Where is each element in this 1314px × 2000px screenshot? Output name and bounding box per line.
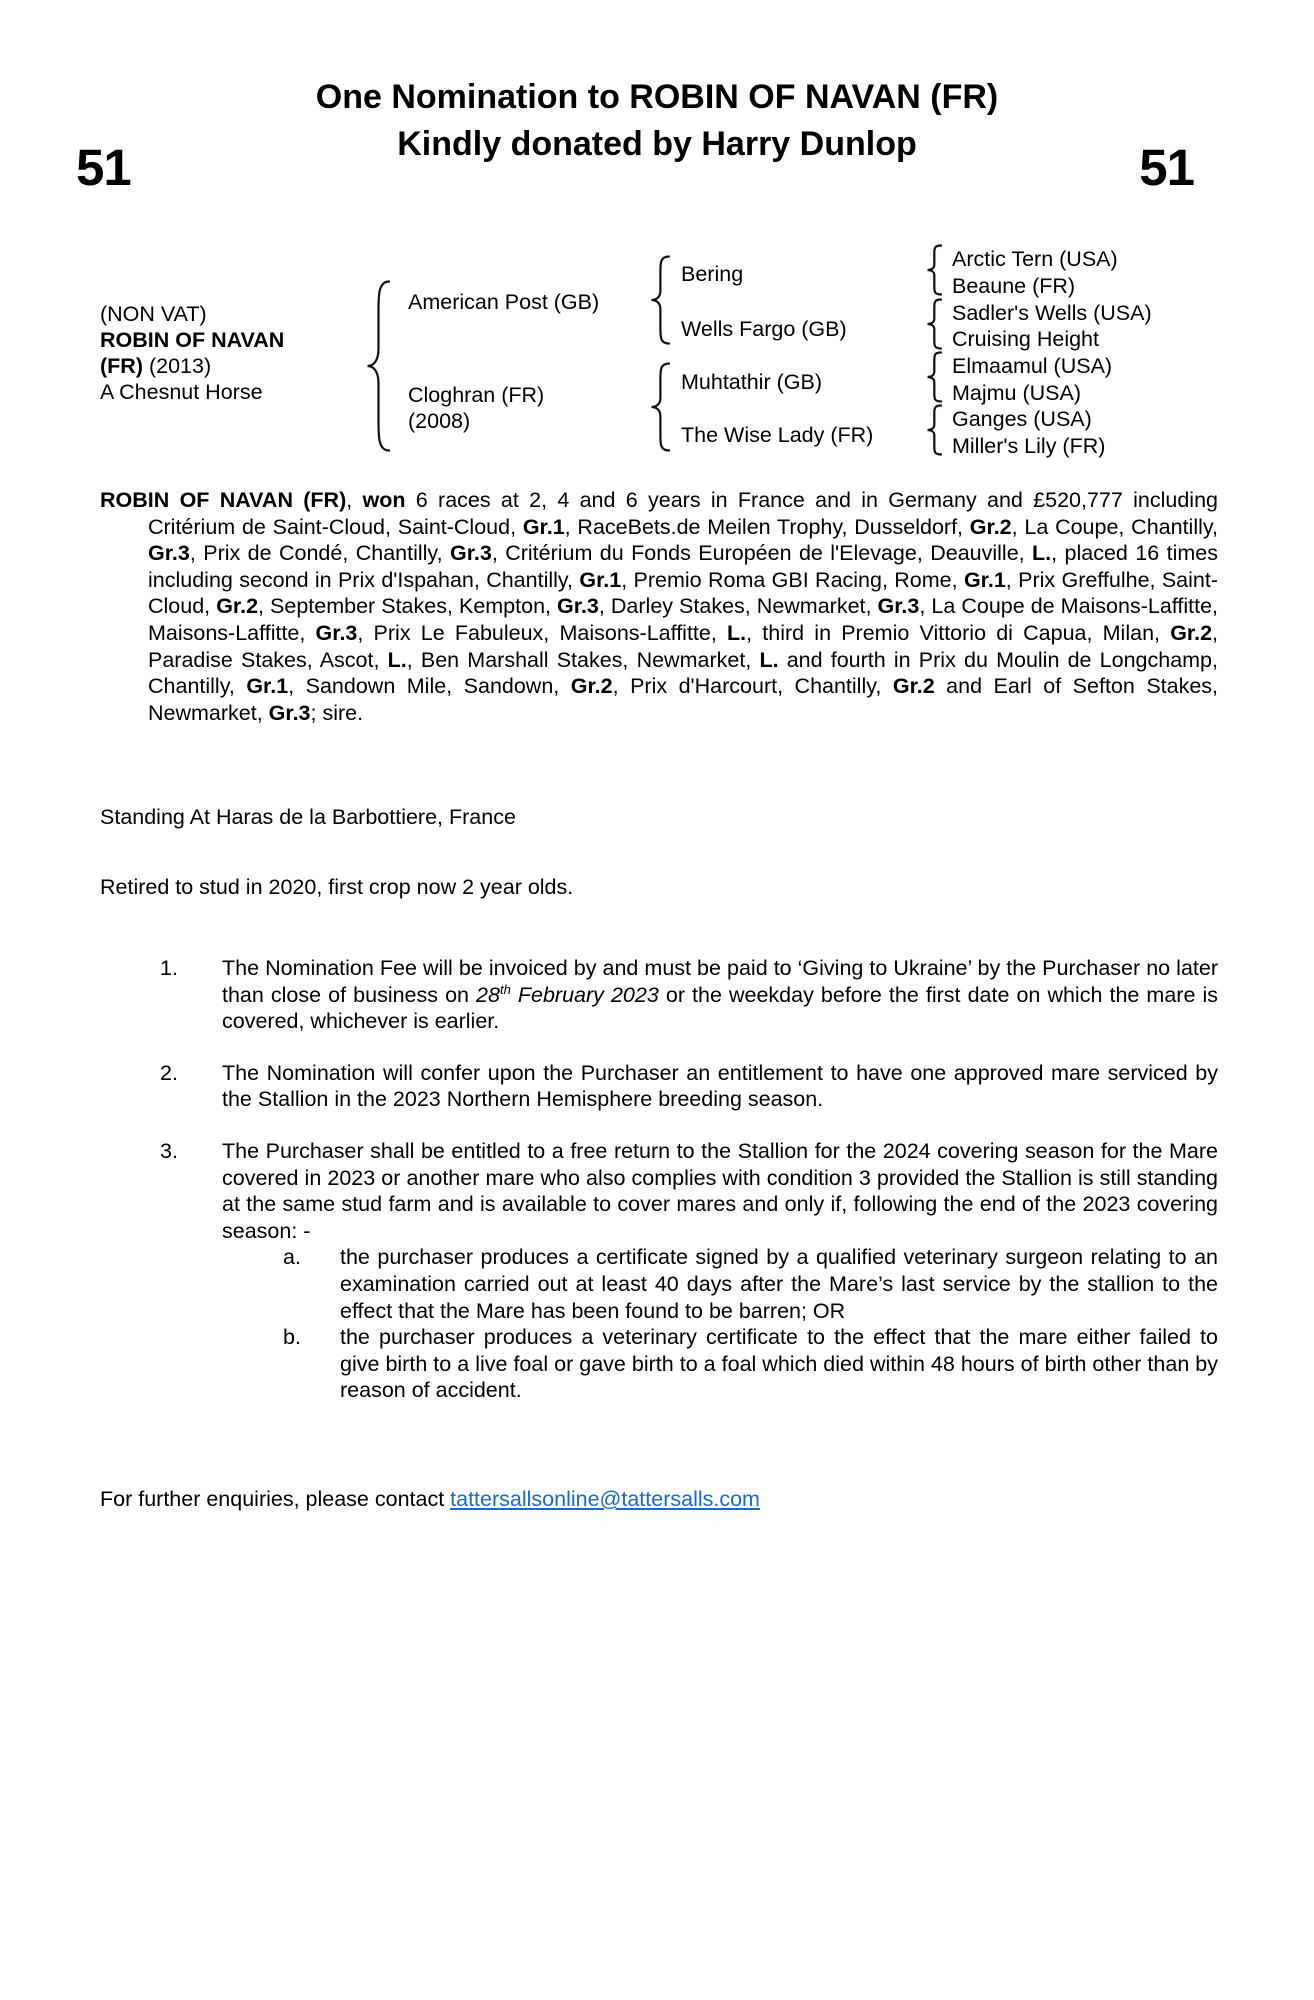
gen3-name: Beaune (FR) — [952, 274, 1076, 298]
subitem-text: the purchaser produces a veterinary certificate to the effect that the mare either failed to give birth to a live foal or gave birth to a foal which died within 48 hours of birth other than by reason of accident. — [340, 1325, 1218, 1403]
condition-item-3 — [160, 1138, 1218, 1404]
condition-number: 3. — [160, 1138, 178, 1163]
vat-note: (NON VAT) — [100, 302, 207, 326]
condition-number: 1. — [160, 956, 178, 980]
condition-number: 2. — [160, 1060, 178, 1085]
gen2-name: Bering — [681, 262, 744, 286]
condition-text: The Nomination Fee will be invoiced by and must be paid to ‘Giving to Ukraine’ by the Purchaser no later than close of business on 28th February 2023 or the weekday before the first date on which the mare is covered, whichever is earlier. — [222, 956, 1218, 1034]
gen3-name: Ganges (USA) — [952, 407, 1092, 431]
condition-text: The Purchaser shall be entitled to a free return to the Stallion for the 2024 covering season for the Mare covered in 2023 or another mare who also complies with condition 3 provided the Stallion is still standing at the same stud farm and is available to cover mares and only if, following the end of the 2023 covering season: - — [222, 1138, 1218, 1243]
pedigree-brace-gen3 — [926, 404, 942, 456]
pedigree-brace-gen3 — [926, 351, 942, 403]
lot-number-left: 51 — [76, 139, 131, 196]
gen3-name: Arctic Tern (USA) — [952, 247, 1118, 271]
gen2-name: Muhtathir (GB) — [681, 370, 822, 394]
dam-name: Cloghran (FR) — [408, 383, 545, 407]
gen3-name: Elmaamul (USA) — [952, 354, 1113, 378]
contact-email-link[interactable]: tattersallsonline@tattersalls.com — [450, 1487, 760, 1511]
gen3-name: Cruising Height — [952, 327, 1099, 351]
dam-block — [408, 382, 544, 434]
footer-contact — [100, 1486, 760, 1513]
pedigree-brace-gen3 — [926, 244, 942, 296]
page-subtitle: Kindly donated by Harry Dunlop — [397, 125, 917, 163]
standing-at: Standing At Haras de la Barbottiere, France — [100, 805, 516, 829]
gen3-name: Miller's Lily (FR) — [952, 434, 1106, 458]
contact-text: For further enquiries, please contact — [100, 1487, 451, 1511]
subject-year: (2013) — [142, 354, 212, 378]
gen2-name: Wells Fargo (GB) — [681, 317, 847, 341]
sire-name: American Post (GB) — [408, 290, 600, 314]
condition-subitem-b — [283, 1324, 1218, 1404]
page-title: One Nomination to ROBIN OF NAVAN (FR) — [315, 78, 999, 116]
subject-year-line — [100, 353, 284, 379]
subject-name: ROBIN OF NAVAN — [100, 328, 285, 352]
subject-suffix: (FR) — [100, 354, 143, 378]
dam-year: (2008) — [408, 409, 471, 433]
gen3-name: Sadler's Wells (USA) — [952, 301, 1152, 325]
condition-item-2 — [160, 1060, 1218, 1113]
subitem-letter: b. — [283, 1325, 301, 1350]
retired-note: Retired to stud in 2020, first crop now 2 year olds. — [100, 875, 574, 899]
race-record: ROBIN OF NAVAN (FR), won 6 races at 2, 4 and 6 years in France and in Germany and £520,777 including Critérium de Saint-Cloud, Saint-Cloud, Gr.1, RaceBets.de Meilen Trophy, Dusseldorf, Gr.2, La Coupe, Chantilly, Gr.3, Prix de Condé, Chantilly, Gr.3, Critérium du Fonds Européen de l'Elevage, Deauville, L., placed 16 times including second in Prix d'Ispahan, Chantilly, Gr.1, Premio Roma GBI Racing, Rome, Gr.1, Prix Greffulhe, Saint-Cloud, Gr.2, September Stakes, Kempton, Gr.3, Darley Stakes, Newmarket, Gr.3, La Coupe de Maisons-Laffitte, Maisons-Laffitte, Gr.3, Prix Le Fabuleux, Maisons-Laffitte, L., third in Premio Vittorio di Capua, Milan, Gr.2, Paradise Stakes, Ascot, L., Ben Marshall Stakes, Newmarket, L. and fourth in Prix du Moulin de Longchamp, Chantilly, Gr.1, Sandown Mile, Sandown, Gr.2, Prix d'Harcourt, Chantilly, Gr.2 and Earl of Sefton Stakes, Newmarket, Gr.3; sire. — [100, 488, 1219, 725]
pedigree-brace-dam — [650, 362, 670, 452]
subitem-text: the purchaser produces a certificate signed by a qualified veterinary surgeon relating to an examination carried out at least 40 days after the Mare’s last service by the stallion to the effect that the Mare has been found to be barren; OR — [340, 1245, 1218, 1323]
subject-description: A Chesnut Horse — [100, 380, 263, 404]
lot-number-right: 51 — [1139, 139, 1194, 196]
gen2-name: The Wise Lady (FR) — [681, 423, 874, 447]
pedigree-chart — [0, 0, 1314, 480]
pedigree-brace-sire — [650, 255, 670, 345]
condition-text: The Nomination will confer upon the Purchaser an entitlement to have one approved mare serviced by the Stallion in the 2023 Northern Hemisphere breeding season. — [222, 1060, 1218, 1112]
condition-subitem-a — [283, 1244, 1218, 1324]
pedigree-brace-gen1 — [366, 280, 390, 452]
condition-item-1 — [160, 955, 1218, 1035]
gen3-name: Majmu (USA) — [952, 381, 1082, 405]
pedigree-brace-gen3 — [926, 298, 942, 350]
pedigree-subject — [100, 301, 284, 405]
conditions-list — [160, 955, 1218, 1404]
subitem-letter: a. — [283, 1245, 301, 1270]
